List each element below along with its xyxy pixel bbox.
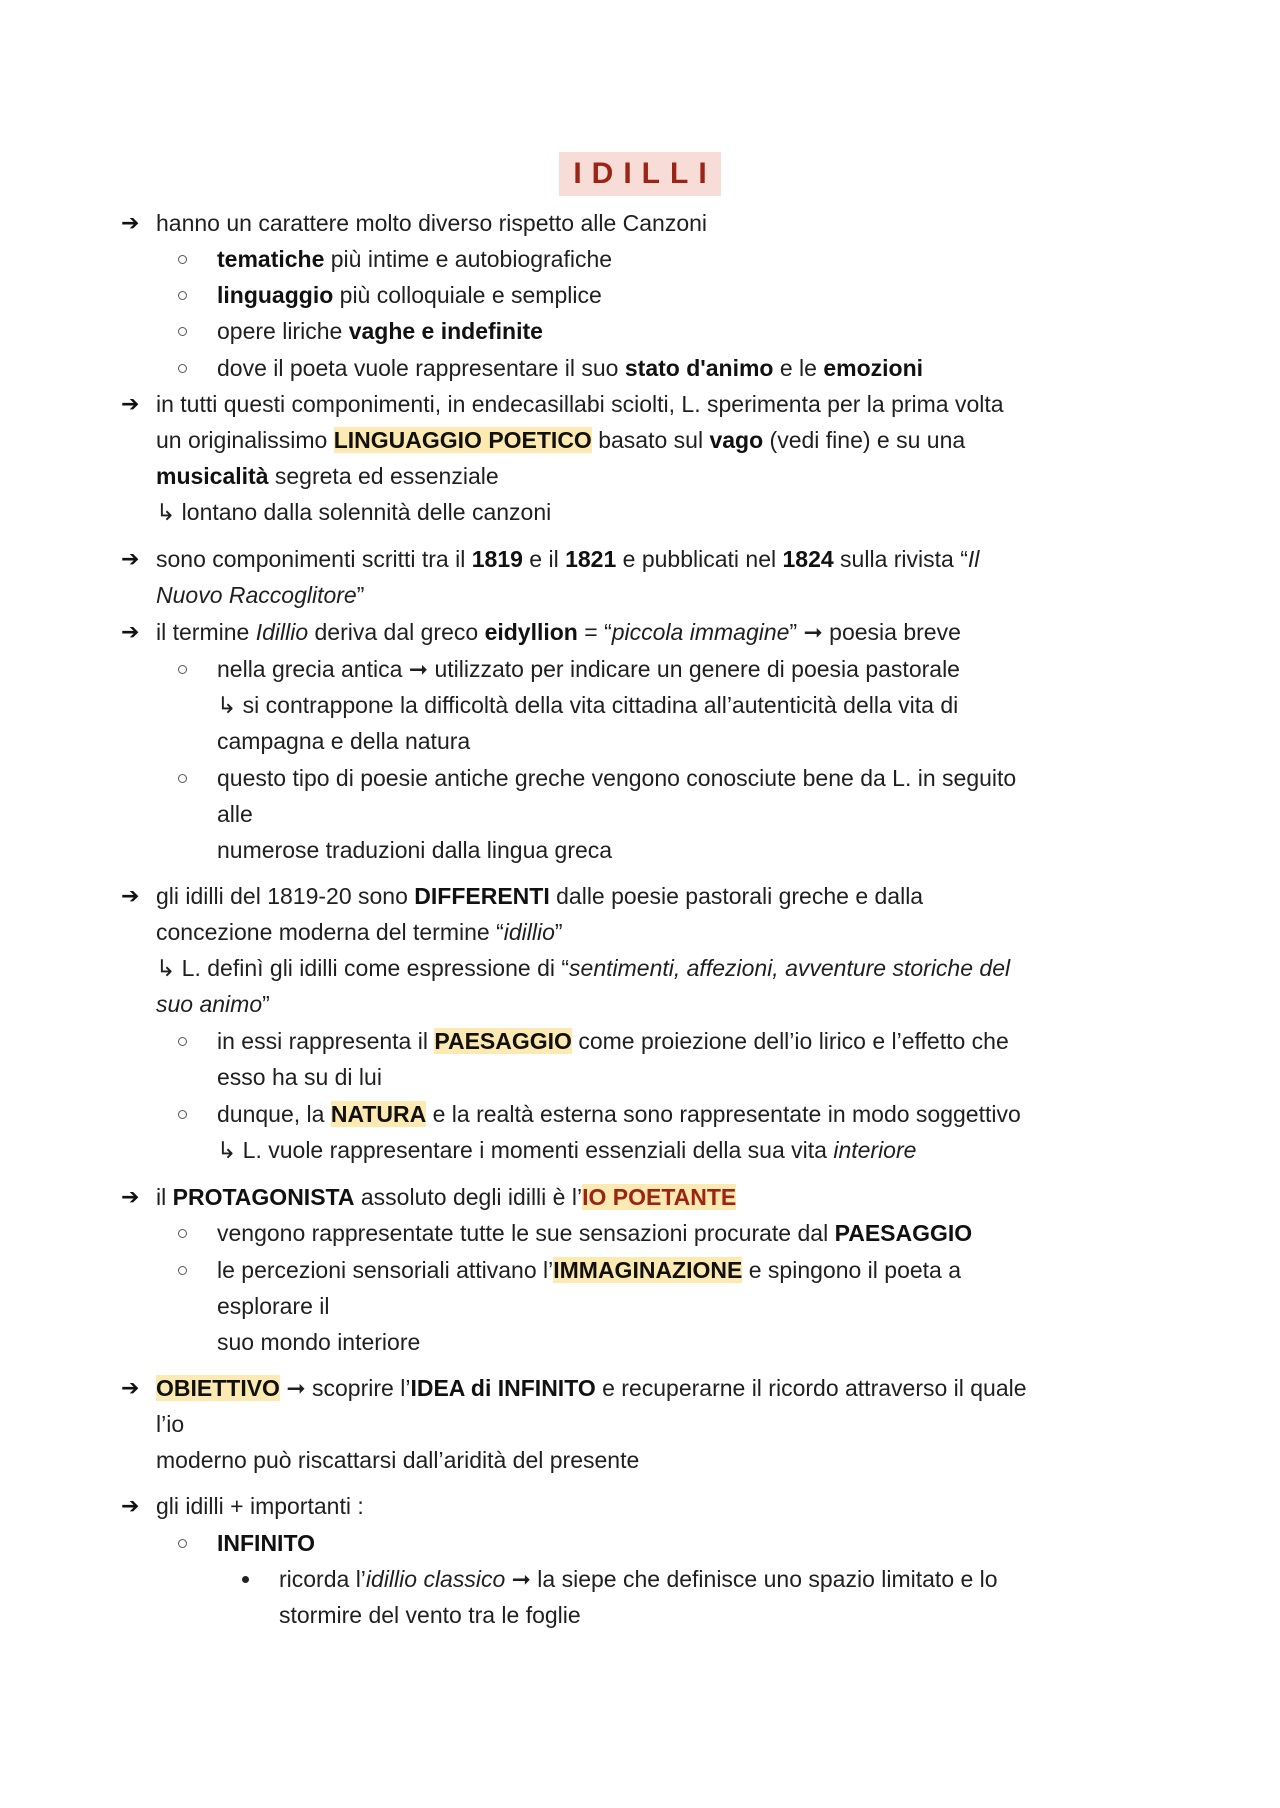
sub-bullet-icon bbox=[178, 291, 187, 300]
title-text: IDILLI bbox=[559, 152, 720, 196]
s3-line-2: Nuovo Raccoglitore” bbox=[156, 582, 365, 608]
s6-sub-2: le percezioni sensoriali attivano l’IMMAGINAZIONE e spingono il poeta a bbox=[217, 1257, 962, 1283]
s4-line-1: il termine Idillio deriva dal greco eidyllion = “piccola immagine” ➞ poesia breve bbox=[156, 619, 961, 645]
bullet-arrow-icon: ➔ bbox=[121, 1375, 140, 1400]
return-arrow-icon: ↳ bbox=[156, 955, 176, 981]
s7-line-3: moderno può riscattarsi dall’aridità del presente bbox=[156, 1447, 640, 1473]
bullet-arrow-icon: ➔ bbox=[121, 1493, 140, 1518]
s2-line-1: in tutti questi componimenti, in endecasillabi sciolti, L. sperimenta per la prima volta bbox=[156, 391, 1004, 417]
right-arrow-icon: ➞ bbox=[408, 656, 429, 682]
s4-sub-1-line-3: campagna e della natura bbox=[217, 728, 471, 754]
return-arrow-icon: ↳ bbox=[217, 692, 237, 718]
right-arrow-icon: ➞ bbox=[511, 1566, 531, 1592]
s5-sub-2: dunque, la NATURA e la realtà esterna sono rappresentate in modo soggettivo bbox=[217, 1101, 1021, 1127]
s4-sub-1-line-2: ↳ si contrappone la difficoltà della vita cittadina all’autenticità della vita di bbox=[217, 692, 959, 718]
s2-line-4: ↳ lontano dalla solennità delle canzoni bbox=[156, 499, 552, 525]
sub-bullet-icon bbox=[178, 665, 187, 674]
s4-sub-2: questo tipo di poesie antiche greche vengono conosciute bene da L. in seguito bbox=[217, 765, 1017, 791]
s6-sub-2-line-2: esplorare il bbox=[217, 1293, 330, 1319]
sub-bullet-icon bbox=[178, 364, 187, 373]
s1-sub-3: opere liriche vaghe e indefinite bbox=[217, 318, 543, 344]
s6-sub-2-line-3: suo mondo interiore bbox=[217, 1329, 421, 1355]
s1-sub-4: dove il poeta vuole rappresentare il suo stato d'animo e le emozioni bbox=[217, 355, 924, 381]
bullet-arrow-icon: ➔ bbox=[121, 391, 140, 416]
bullet-arrow-icon: ➔ bbox=[121, 1184, 140, 1209]
s8-sub-1: INFINITO bbox=[217, 1530, 315, 1556]
sub-bullet-icon bbox=[178, 255, 187, 264]
s5-line-3: ↳ L. definì gli idilli come espressione di “sentimenti, affezioni, avventure storiche del bbox=[156, 955, 1011, 981]
s3-line-1: sono componimenti scritti tra il 1819 e il 1821 e pubblicati nel 1824 sulla rivista “Il bbox=[156, 546, 980, 572]
s2-line-3: musicalità segreta ed essenziale bbox=[156, 463, 499, 489]
s7-line-1: OBIETTIVO ➞ scoprire l’IDEA di INFINITO e recuperarne il ricordo attraverso il quale bbox=[156, 1375, 1027, 1401]
level3-bullet-icon bbox=[242, 1576, 249, 1583]
s5-sub-1-line-2: esso ha su di lui bbox=[217, 1064, 382, 1090]
s4-sub-2-line-3: numerose traduzioni dalla lingua greca bbox=[217, 837, 613, 863]
s5-sub-2-line-2: ↳ L. vuole rappresentare i momenti essenziali della sua vita interiore bbox=[217, 1137, 917, 1163]
s1-line: hanno un carattere molto diverso rispetto alle Canzoni bbox=[156, 210, 708, 236]
bullet-arrow-icon: ➔ bbox=[121, 546, 140, 571]
sub-bullet-icon bbox=[178, 327, 187, 336]
sub-bullet-icon bbox=[178, 1229, 187, 1238]
s8-line-1: gli idilli + importanti : bbox=[156, 1493, 364, 1519]
right-arrow-icon: ➞ bbox=[803, 619, 823, 645]
sub-bullet-icon bbox=[178, 1037, 187, 1046]
sub-bullet-icon bbox=[178, 1266, 187, 1275]
s5-line-4: suo animo” bbox=[156, 991, 270, 1017]
sub-bullet-icon bbox=[178, 1110, 187, 1119]
sub-bullet-icon bbox=[178, 1539, 187, 1548]
s8-item-1-line-2: stormire del vento tra le foglie bbox=[279, 1602, 581, 1628]
s6-line-1: il PROTAGONISTA assoluto degli idilli è l’IO POETANTE bbox=[156, 1184, 737, 1210]
s5-sub-1: in essi rappresenta il PAESAGGIO come proiezione dell’io lirico e l’effetto che bbox=[217, 1028, 1009, 1054]
return-arrow-icon: ↳ bbox=[156, 499, 176, 525]
s5-line-1: gli idilli del 1819-20 sono DIFFERENTI dalle poesie pastorali greche e dalla bbox=[156, 883, 924, 909]
s4-sub-1: nella grecia antica ➞ utilizzato per indicare un genere di poesia pastorale bbox=[217, 656, 960, 682]
right-arrow-icon: ➞ bbox=[286, 1375, 306, 1401]
s4-sub-2-line-2: alle bbox=[217, 801, 253, 827]
s6-sub-1: vengono rappresentate tutte le sue sensazioni procurate dal PAESAGGIO bbox=[217, 1220, 973, 1246]
sub-bullet-icon bbox=[178, 774, 187, 783]
return-arrow-icon: ↳ bbox=[217, 1137, 237, 1163]
s1-sub-2: linguaggio più colloquiale e semplice bbox=[217, 282, 602, 308]
bullet-arrow-icon: ➔ bbox=[121, 619, 140, 644]
s8-item-1: ricorda l’idillio classico ➞ la siepe che definisce uno spazio limitato e lo bbox=[279, 1566, 998, 1592]
s7-line-2: l’io bbox=[156, 1411, 185, 1437]
page-title bbox=[0, 152, 1280, 196]
s5-line-2: concezione moderna del termine “idillio” bbox=[156, 919, 563, 945]
s2-line-2: un originalissimo LINGUAGGIO POETICO basato sul vago (vedi fine) e su una bbox=[156, 427, 966, 453]
bullet-arrow-icon: ➔ bbox=[121, 210, 140, 235]
s1-sub-1: tematiche più intime e autobiografiche bbox=[217, 246, 613, 272]
bullet-arrow-icon: ➔ bbox=[121, 883, 140, 908]
